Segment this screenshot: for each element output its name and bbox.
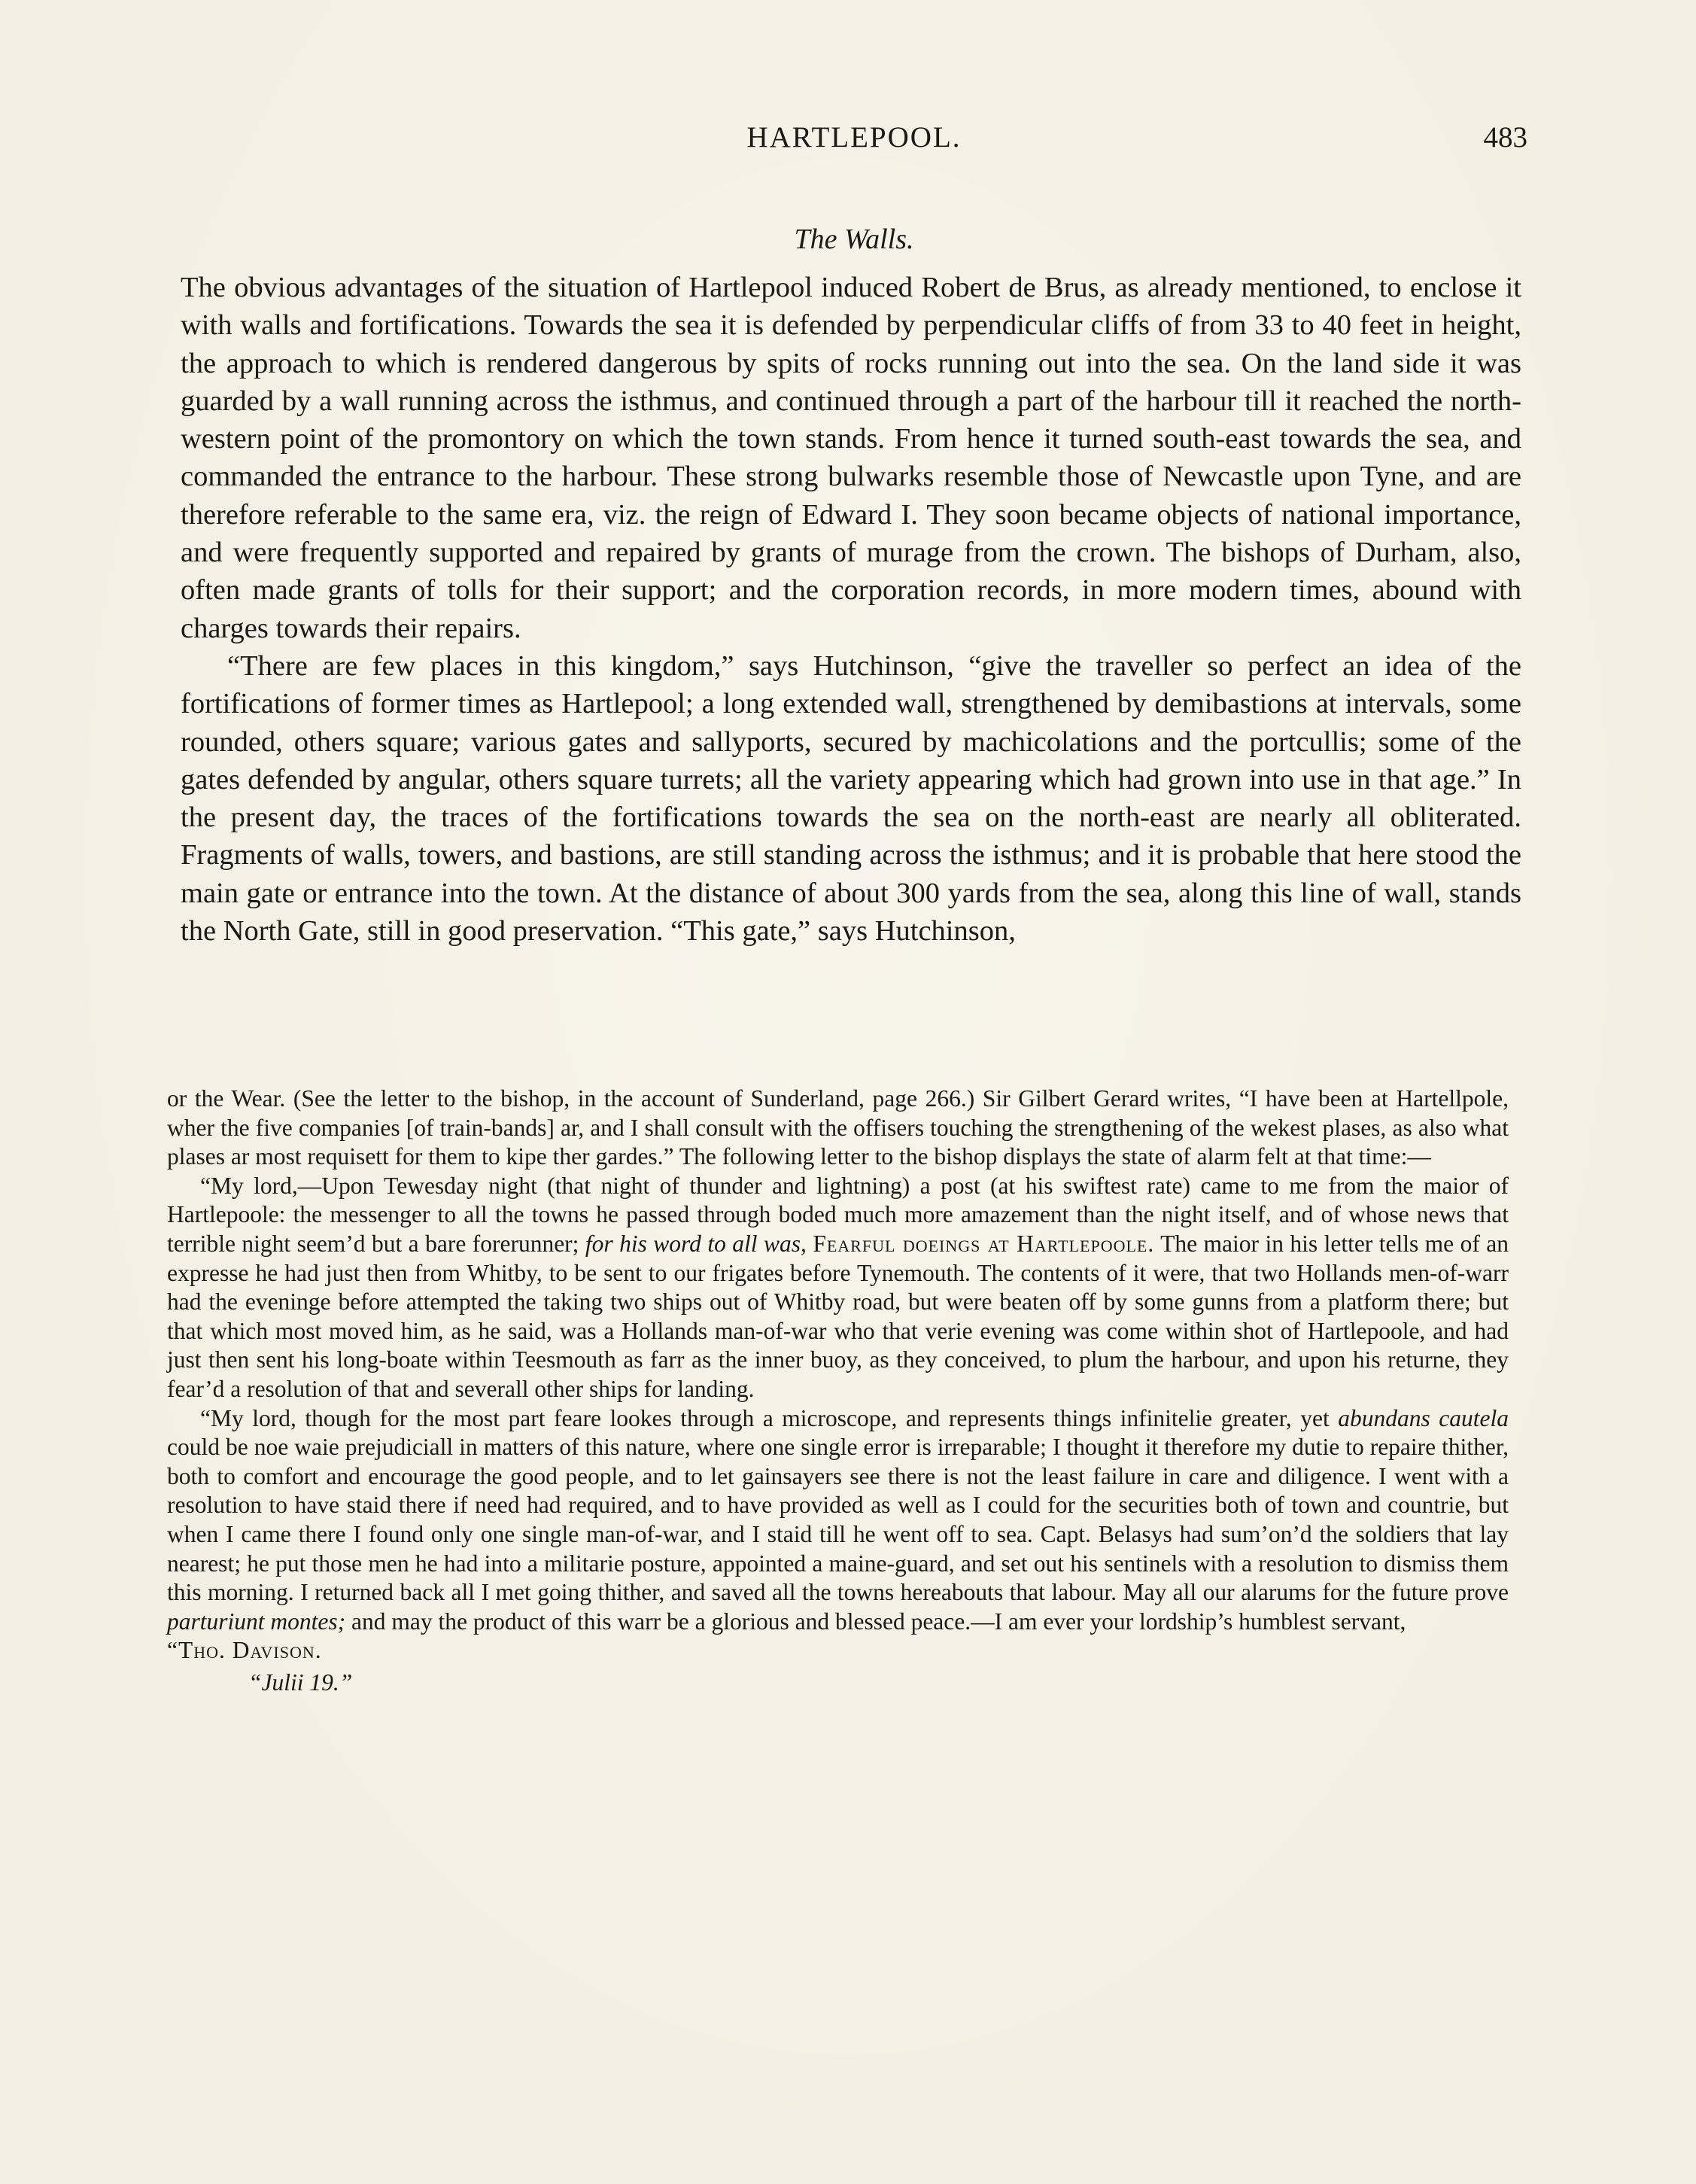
letter-signature: “Tho. Davison. [167,1637,322,1664]
footnote-small-caps-text: Fearful doeings at Hartlepoole. [813,1230,1155,1257]
main-text [181,269,1521,950]
main-paragraph-2: “There are few places in this kingdom,” says Hutchinson, “give the traveller so perfect an idea of the fortifications of former times as Hartlepool; a long extended wall, strengthened by demibastions at intervals, some rounded, others square; various gates and sallyports, secured by machicolations and the portcullis; some of the gates defended by angular, others square turrets; all the variety appearing which had grown into use in that age.” In the present day, the traces of the fortifications towards the sea on the north-east are nearly all obliterated. Fragments of walls, towers, and bastions, are still standing across the isthmus; and it is probable that here stood the main gate or entrance into the town. At the distance of about 300 yards from the sea, along this line of wall, stands the North Gate, still in good preservation. “This gate,” says Hutchinson, [181,649,1521,948]
footnote-italic-text: abundans cautela [1338,1404,1509,1431]
footnote-paragraph-2 [167,1172,1509,1404]
footnote [167,1084,1509,1697]
footnote-text: “My lord, though for the most part feare lookes through a microscope, and represents things infinitelie greater, yet [200,1404,1339,1431]
main-paragraph-1: The obvious advantages of the situation of Hartlepool induced Robert de Brus, as already mentioned, to enclose it with walls and fortifications. Towards the sea it is defended by perpendicular cliffs of from 33 to 40 feet in height, the approach to which is rendered dangerous by spits of rocks running out into the sea. On the land side it was guarded by a wall running across the isthmus, and continued through a part of the harbour till it reached the north-western point of the promontory on which the town stands. From hence it turned south-east towards the sea, and commanded the entrance to the harbour. These strong bulwarks resemble those of Newcastle upon Tyne, and are therefore referable to the same era, viz. the reign of Edward I. They soon became objects of national importance, and were frequently supported and repaired by grants of murage from the crown. The bishops of Durham, also, often made grants of tolls for their support; and the corporation records, in more modern times, abound with charges towards their repairs. [181,272,1521,644]
letter-date: “Julii 19.” [248,1668,353,1696]
footnote-paragraph-1: or the Wear. (See the letter to the bishop, in the account of Sunderland, page 266.) Sir Gilbert Gerard writes, “I have been at Hartellpole, wher the five companies [of train-bands] ar, and I shall consult with the offisers touching the strengthening of the wekest plases, as also what plases ar most requisett for them to kipe ther gardes.” The following letter to the bishop displays the state of alarm felt at that time:— [167,1085,1509,1170]
page-number: 483 [1483,121,1527,154]
footnote-italic-text: parturiunt montes; [167,1608,346,1635]
footnote-text: and may the product of this warr be a glorious and blessed peace.—I am ever your lordship’s humblest servant, [345,1608,1406,1635]
running-head [181,120,1527,166]
footnote-paragraph-3 [167,1404,1509,1637]
section-title: The Walls. [794,224,914,255]
footnote-text: “My lord,—Upon Tewesday night (that night of thunder and lightning) a post (at his swiftest rate) came to me from the maior of Hartlepoole: the messenger to all the towns he passed through boded much more amazement than the night itself, and of whose news that terrible night seem’d but a bare forerunner; [167,1172,1509,1257]
footnote-text: The maior in his letter tells me of an expresse he had just then from Whitby, to be sent to our frigates before Tynemouth. The contents of it were, that two Hollands men-of-warr had the eveninge before attempted the taking two ships out of Whitby road, but were beaten off by some gunns from a platform there; but that which most moved him, as he said, was a Hollands man-of-war who that verie evening was come within shot of Hartlepoole, and had just then sent his long-boate within Teesmouth as farr as the inner buoy, as they conceived, to plum the harbour, and upon his returne, they fear’d a resolution of that and severall other ships for landing. [167,1230,1509,1402]
footnote-text: could be noe waie prejudiciall in matters of this nature, where one single error is irreparable; I thought it therefore my dutie to repaire thither, both to comfort and encourage the good people, and to let gainsayers see there is not the least failure in care and diligence. I went with a resolution to have staid there if need had required, and to have provided as well as I could for the securities both of town and countrie, but when I came there I found only one single man-of-war, and I staid till he went off to sea. Capt. Belasys had sum’on’d the soldiers that lay nearest; he put those men he had into a militarie posture, appointed a maine-guard, and set out his sentinels with a resolution to dismiss them this morning. I returned back all I met going thither, and saved all the towns hereabouts that labour. May all our alarums for the future prove [167,1434,1509,1606]
running-title: HARTLEPOOL. [746,121,962,154]
footnote-italic-text: for his word to all was, [585,1230,807,1257]
